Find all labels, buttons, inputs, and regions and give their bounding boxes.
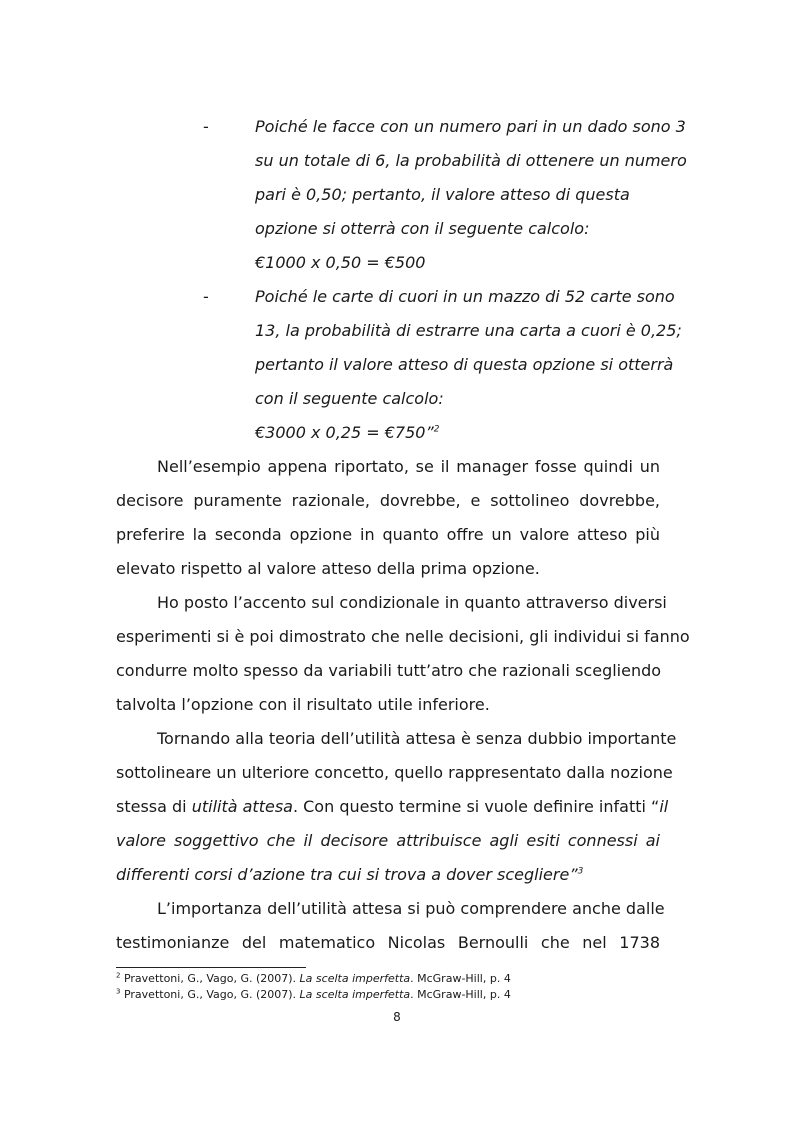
paragraph-line: testimonianze del matematico Nicolas Bernoulli che nel 1738	[116, 933, 660, 952]
paragraph-line: condurre molto spesso da variabili tutt’atro che razionali scegliendo	[116, 661, 662, 680]
paragraph-line: decisore puramente razionale, dovrebbe, e sottolineo dovrebbe,	[116, 491, 660, 510]
paragraph	[116, 892, 665, 960]
paragraph-line: elevato rispetto al valore atteso della prima opzione.	[116, 559, 540, 578]
bullet-line: pertanto il valore atteso di questa opzione si otterrà	[255, 355, 674, 374]
bullet-line: opzione si otterrà con il seguente calcolo:	[255, 219, 590, 238]
paragraph-line: sottolineare un ulteriore concetto, quello rappresentato dalla nozione	[116, 763, 673, 782]
body-text	[116, 450, 690, 960]
text-run: stessa di	[116, 797, 192, 816]
footnote	[116, 987, 676, 1003]
paragraph-line: preferire la seconda opzione in quanto offre un valore atteso più	[116, 525, 660, 544]
footnote-text: . McGraw-Hill, p. 4	[410, 972, 511, 985]
footnote-separator	[116, 967, 306, 968]
footnote-number: 3	[116, 987, 121, 996]
footnote-text: . McGraw-Hill, p. 4	[410, 988, 511, 1001]
footnote	[116, 971, 676, 987]
bullet-item	[0, 110, 794, 280]
footnote-text: Pravettoni, G., Vago, G. (2007).	[123, 972, 300, 985]
footnote-text: Pravettoni, G., Vago, G. (2007).	[123, 988, 300, 1001]
footnote-title: La scelta imperfetta	[299, 988, 411, 1001]
bullet-item	[0, 280, 794, 450]
bullet-line: con il seguente calcolo:	[255, 389, 444, 408]
quote-line: valore soggettivo che il decisore attribuisce agli esiti connessi ai	[116, 831, 660, 850]
footnotes	[116, 971, 676, 1003]
footnote-title: La scelta imperfetta	[299, 972, 411, 985]
italic-term: utilità attesa	[191, 797, 293, 816]
bullet-line: 13, la probabilità di estrarre una carta a cuori è 0,25;	[255, 321, 682, 340]
footnote-ref: 2	[433, 424, 440, 435]
paragraph-line: L’importanza dell’utilità attesa si può comprendere anche dalle	[157, 899, 665, 918]
quote-start: il	[659, 797, 669, 816]
paragraph-line: Nell’esempio appena riportato, se il manager fosse quindi un	[157, 457, 660, 476]
bullet-line	[255, 416, 665, 450]
bullet-line: Poiché le carte di cuori in un mazzo di 52 carte sono	[255, 287, 675, 306]
text-run: . Con questo termine si vuole definire infatti “	[292, 797, 660, 816]
bullet-line: su un totale di 6, la probabilità di ottenere un numero	[255, 151, 687, 170]
text-run: differenti corsi d’azione tra cui si trova a dover scegliere”	[116, 865, 578, 884]
bullet-marker: -	[203, 117, 209, 136]
paragraph-line: Tornando alla teoria dell’utilità attesa è senza dubbio importante	[157, 729, 677, 748]
bullet-line: Poiché le facce con un numero pari in un dado sono 3	[255, 117, 686, 136]
page-number: 8	[393, 1010, 401, 1024]
footnote-number: 2	[116, 971, 121, 980]
formula-text: €3000 x 0,25 = €750”	[255, 423, 434, 442]
paragraph	[116, 450, 660, 586]
paragraph-line	[116, 790, 669, 824]
paragraph-line: talvolta l’opzione con il risultato utile inferiore.	[116, 695, 490, 714]
quote-line	[116, 858, 660, 892]
bullet-marker: -	[203, 287, 209, 306]
paragraph	[116, 586, 690, 722]
bullet-list	[0, 110, 794, 450]
paragraph-line: Ho posto l’accento sul condizionale in quanto attraverso diversi	[157, 593, 667, 612]
bullet-line: €1000 x 0,50 = €500	[255, 253, 426, 272]
paragraph-line: esperimenti si è poi dimostrato che nelle decisioni, gli individui si fanno	[116, 627, 690, 646]
footnote-ref: 3	[577, 866, 584, 877]
bullet-line: pari è 0,50; pertanto, il valore atteso di questa	[255, 185, 630, 204]
paragraph	[116, 722, 677, 892]
